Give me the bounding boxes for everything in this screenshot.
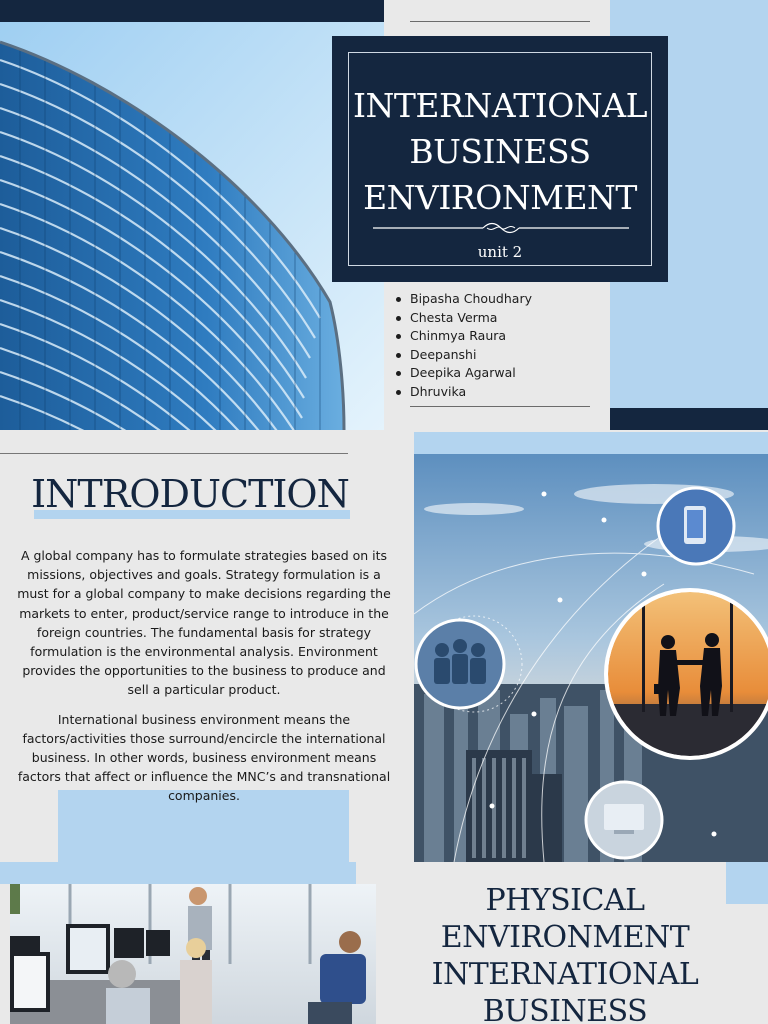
authors-list: [396, 290, 532, 401]
physical-environment-heading: [400, 882, 730, 1024]
heading-line: BUSINESS: [482, 994, 648, 1024]
title-frame: [348, 52, 652, 266]
authors-divider: [410, 406, 590, 407]
author-item: Chesta Verma: [396, 309, 532, 328]
author-item: Bipasha Choudhary: [396, 290, 532, 309]
author-item: Deepanshi: [396, 346, 532, 365]
author-item: Dhruvika: [396, 383, 532, 402]
subtitle: unit 2: [477, 243, 523, 261]
top-gray-panel: [384, 0, 610, 22]
building-photo: [0, 22, 384, 430]
top-divider: [410, 21, 590, 22]
bottom-right-blue-block: [726, 862, 768, 904]
navy-right-strip: [610, 408, 768, 430]
office-photo: [10, 884, 376, 1024]
navy-top-bar: [0, 0, 384, 22]
heading-line: INTERNATIONAL: [431, 957, 699, 992]
title-line: ENVIRONMENT: [363, 178, 637, 217]
heading-line: ENVIRONMENT: [440, 920, 690, 955]
intro-paragraph: International business environment means the factors/activities those surround/encircle the international business. In other words, business environment means factors that affect or influence the MNC’s and transnational companies.: [17, 711, 391, 804]
title-box: [332, 36, 668, 282]
intro-paragraph: A global company has to formulate strategies based on its missions, objectives and goals. Strategy formulation is a must for a global company to make decisions regarding the markets to enter, product/service range to introduce in the foreign countries. The fundamental basis for strategy formulation is the environmental analysis. Environment provides the opportunities to the business to produce and sell a particular product.: [17, 548, 391, 698]
author-item: Deepika Agarwal: [396, 364, 532, 383]
page-title: [349, 83, 651, 221]
intro-text: [14, 546, 394, 816]
network-city-photo: [414, 454, 768, 862]
title-line: BUSINESS: [409, 132, 591, 171]
heading-line: PHYSICAL: [485, 883, 645, 918]
title-line: INTERNATIONAL: [353, 86, 647, 125]
photo-top-strip: [414, 432, 768, 454]
intro-divider: [0, 453, 348, 454]
bottom-blue-strip: [0, 862, 356, 884]
intro-heading: INTRODUCTION: [31, 472, 349, 516]
ornament-divider: [365, 221, 637, 235]
author-item: Chinmya Raura: [396, 327, 532, 346]
